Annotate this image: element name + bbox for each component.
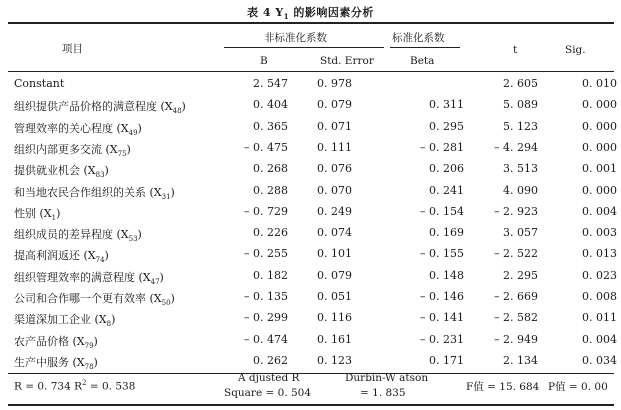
row-sig: 0. 004 <box>582 204 617 218</box>
row-se: 0. 123 <box>317 353 352 367</box>
row-sig: 0. 013 <box>582 247 617 261</box>
table-row <box>0 244 621 266</box>
footer-durbin-watson: Durbin-W atson <box>345 372 429 384</box>
table-row <box>0 202 621 224</box>
row-se: 0. 071 <box>317 119 352 133</box>
row-label: 渠道深加工企业 $(X_8)$ <box>14 313 116 329</box>
row-beta: 0. 311 <box>429 98 464 112</box>
body-bottom-rule <box>8 373 614 374</box>
row-se: 0. 076 <box>317 162 352 176</box>
row-b: – 0. 475 <box>244 140 288 154</box>
row-sig: 0. 034 <box>582 353 617 367</box>
row-se: 0. 070 <box>317 183 352 197</box>
row-beta: 0. 295 <box>429 119 464 133</box>
row-t: 5. 089 <box>503 98 538 112</box>
row-label: 生产中服务 $(X_{78})$ <box>14 355 98 372</box>
row-label: Constant <box>14 77 65 90</box>
row-b: – 0. 299 <box>244 311 288 325</box>
bottom-rule <box>8 404 614 406</box>
row-label: 农产品价格 $(X_{79})$ <box>14 334 98 350</box>
row-sig: 0. 011 <box>582 311 617 325</box>
row-t: – 2. 949 <box>494 332 538 346</box>
row-label: 提供就业机会 $(X_{83})$ <box>14 164 109 180</box>
row-b: 0. 365 <box>253 119 288 133</box>
row-beta: – 0. 281 <box>420 140 464 154</box>
top-rule <box>8 22 614 24</box>
table-row <box>0 117 621 139</box>
row-sig: 0. 001 <box>582 162 617 176</box>
row-label: 组织内部更多交流 $(X_{75})$ <box>14 142 131 159</box>
table-row <box>0 181 621 203</box>
row-label: 组织管理效率的满意程度 $(X_{47})$ <box>14 270 164 286</box>
row-label: 和当地农民合作组织的关系 $(X_{31})$ <box>14 185 175 201</box>
row-sig: 0. 000 <box>582 119 617 133</box>
row-beta: – 0. 231 <box>420 332 464 346</box>
table-row <box>0 287 621 309</box>
header-b: B <box>260 55 268 67</box>
row-se: 0. 079 <box>317 98 352 112</box>
row-b: 0. 226 <box>253 226 288 240</box>
header-item: 项目 <box>62 43 83 55</box>
row-sig: 0. 023 <box>582 268 617 282</box>
row-label: 性别 $(X_1)$ <box>14 206 61 222</box>
row-b: – 0. 135 <box>244 290 288 303</box>
row-sig: 0. 008 <box>582 290 617 303</box>
row-t: 2. 605 <box>503 77 538 90</box>
footer-adjusted-r-value: Square = 0. 504 <box>224 387 312 399</box>
row-t: – 2. 522 <box>494 247 538 261</box>
table-row <box>0 351 621 373</box>
row-sig: 0. 000 <box>582 183 617 197</box>
header-se: Std. Error <box>320 55 374 67</box>
table-row <box>0 266 621 288</box>
table-row <box>0 95 621 117</box>
row-b: 0. 288 <box>253 183 288 197</box>
row-label: 组织提供产品价格的满意程度 $(X_{48})$ <box>14 100 186 116</box>
row-label: 公司和合作哪一个更有效率 $(X_{50})$ <box>14 292 175 308</box>
row-se: 0. 101 <box>317 247 352 261</box>
row-label: 组织成员的差异程度 $(X_{53})$ <box>14 228 142 244</box>
header-beta: Beta <box>410 55 435 67</box>
table-row <box>0 330 621 352</box>
row-b: – 0. 474 <box>244 332 288 346</box>
header-standardized: 标准化系数 <box>392 32 445 44</box>
row-b: 0. 404 <box>253 98 288 112</box>
row-b: – 0. 255 <box>244 247 288 261</box>
table-row <box>0 138 621 160</box>
row-b: 0. 268 <box>253 162 288 176</box>
row-beta: – 0. 141 <box>420 311 464 325</box>
row-sig: 0. 000 <box>582 140 617 154</box>
table-row <box>0 308 621 330</box>
header-unstandardized: 非标准化系数 <box>264 32 327 44</box>
row-t: – 2. 582 <box>494 311 538 325</box>
footer-durbin-watson-value: = 1. 835 <box>360 387 406 399</box>
row-t: – 4. 294 <box>494 140 538 154</box>
footer-p: P值 = 0. 00 <box>548 381 608 393</box>
row-se: 0. 074 <box>317 226 352 240</box>
table-caption: 表 4 $Y_1$ 的影响因素分析 <box>247 6 374 22</box>
footer-f: F值 = 15. 684 <box>466 381 540 393</box>
row-se: 0. 116 <box>317 311 352 325</box>
table-row <box>0 159 621 181</box>
row-t: – 2. 923 <box>494 204 538 218</box>
row-beta: – 0. 154 <box>420 204 464 218</box>
header-sub-rule-unstd <box>224 47 384 48</box>
row-beta: 0. 148 <box>429 268 464 282</box>
row-se: 0. 249 <box>317 204 352 218</box>
row-b: 2. 547 <box>253 77 288 90</box>
header-bottom-rule <box>8 71 614 72</box>
row-b: – 0. 729 <box>244 204 288 218</box>
row-beta: 0. 169 <box>429 226 464 240</box>
header-sig: Sig. <box>565 44 586 56</box>
header-sub-rule-std <box>390 47 460 48</box>
row-beta: – 0. 155 <box>420 247 464 261</box>
row-label: 管理效率的关心程度 $(X_{49})$ <box>14 121 142 137</box>
row-sig: 0. 004 <box>582 332 617 346</box>
row-t: 2. 295 <box>503 268 538 282</box>
row-se: 0. 051 <box>317 290 352 303</box>
row-se: 0. 978 <box>317 77 352 90</box>
row-label: 提高利润返还 $(X_{74})$ <box>14 249 109 265</box>
row-beta: 0. 171 <box>429 353 464 367</box>
table-row <box>0 223 621 245</box>
row-sig: 0. 003 <box>582 226 617 240</box>
footer-adjusted-r: A djusted R <box>238 372 300 384</box>
row-t: 3. 513 <box>503 162 538 176</box>
row-t: 3. 057 <box>503 226 538 240</box>
row-sig: 0. 000 <box>582 98 617 112</box>
row-t: 5. 123 <box>503 119 538 133</box>
footer-r: R = 0. 734 $R^2 = 0$. 538 <box>14 379 136 393</box>
row-t: – 2. 669 <box>494 290 538 303</box>
row-beta: – 0. 146 <box>420 290 464 303</box>
row-t: 2. 134 <box>503 353 538 367</box>
row-b: 0. 182 <box>253 268 288 282</box>
row-t: 4. 090 <box>503 183 538 197</box>
row-beta: 0. 206 <box>429 162 464 176</box>
table-row <box>0 74 621 96</box>
row-beta: 0. 241 <box>429 183 464 197</box>
header-t: t <box>513 44 518 56</box>
row-se: 0. 111 <box>317 140 352 154</box>
row-se: 0. 079 <box>317 268 352 282</box>
row-se: 0. 161 <box>317 332 352 346</box>
row-sig: 0. 010 <box>582 77 617 90</box>
row-b: 0. 262 <box>253 353 288 367</box>
